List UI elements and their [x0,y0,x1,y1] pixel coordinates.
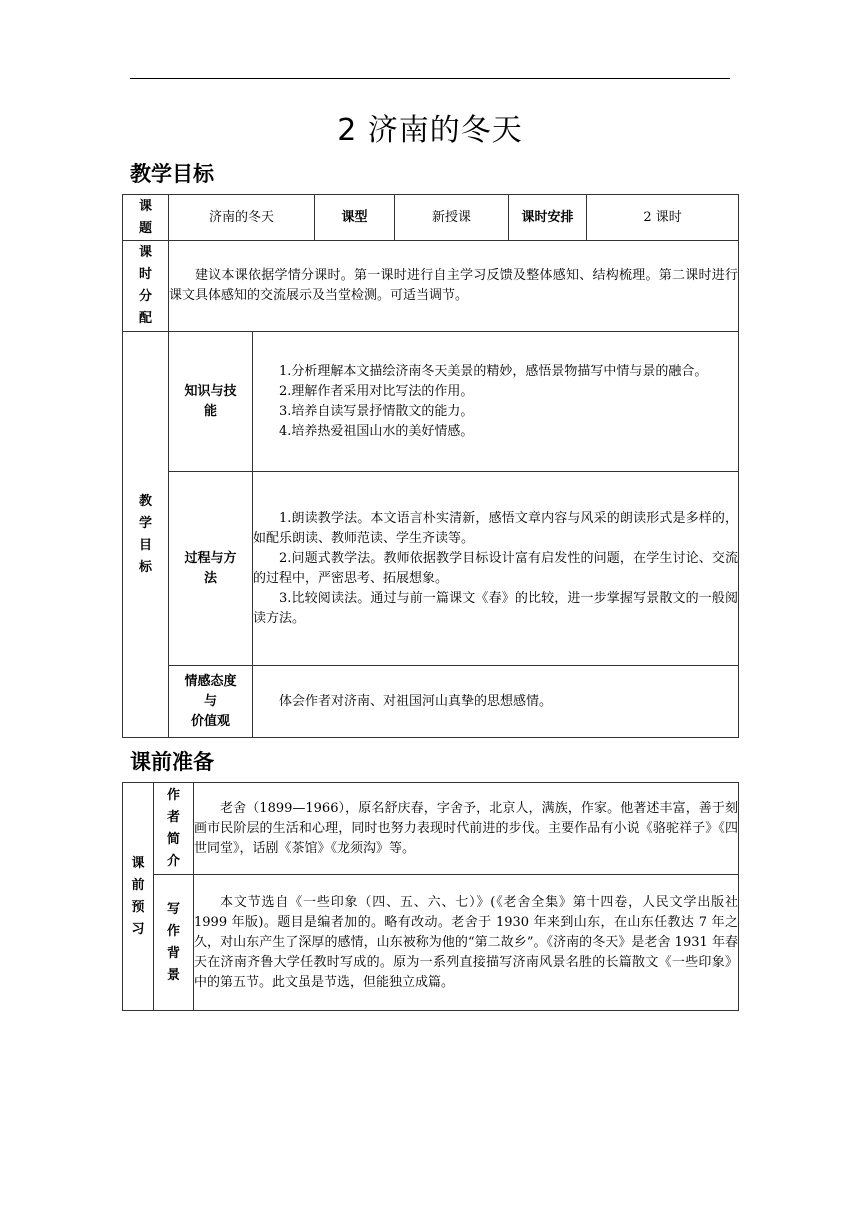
author-row [123,783,739,875]
time-allocation-row [123,241,739,332]
knowledge-text: 1.分析理解本文描绘济南冬天美景的精妙，感悟景物描写中情与景的融合。 2.理解作者采用对比写法的作用。 3.培养自读写景抒情散文的能力。 4.培养热爱祖国山水的美好情感。 [253,332,739,472]
prep-heading: 课前准备 [130,750,214,774]
lesson-title-value: 济南的冬天 [169,195,315,241]
author-text: 老舍（1899—1966），原名舒庆春，字舍予，北京人，满族，作家。他著述丰富，善于刻画市民阶层的生活和心理，同时也努力表现时代前进的步伐。主要作品有小说《骆驼祥子》《四世同堂》，话剧《茶馆》《龙须沟》等。 [194,783,739,875]
page-title: 2 济南的冬天 [337,113,523,148]
process-text: 1.朗读教学法。本文语言朴实清新，感悟文章内容与风采的朗读形式是多样的，如配乐朗读、教师范读、学生齐读等。 2.问题式教学法。教师依据教学目标设计富有启发性的问题，在学生讨论、交流的过程中，严密思考、拓展想象。 3.比较阅读法。通过与前一篇课文《春》的比较，进一步掌握写景散文的一般阅读方法。 [253,472,739,666]
time-allocation-text: 建议本课依据学情分课时。第一课时进行自主学习反馈及整体感知、结构梳理。第二课时进行课文具体感知的交流展示及当堂检测。可适当调节。 [169,241,739,332]
author-label: 作 者 简 介 [154,783,194,875]
lesson-info-row [123,195,739,241]
teaching-goals-label: 教 学 目 标 [123,332,169,738]
lesson-type-label: 课型 [315,195,395,241]
header-rule [130,78,730,79]
knowledge-row [123,332,739,472]
lesson-label: 课 题 [123,195,169,241]
emotion-row [123,666,739,738]
background-row [123,875,739,1011]
goals-table [122,194,739,738]
preview-label: 课 前 预 习 [123,783,154,1011]
lesson-type-value: 新授课 [395,195,509,241]
knowledge-label: 知识与技 能 [169,332,253,472]
schedule-label: 课时安排 [509,195,587,241]
emotion-label: 情感态度 与 价值观 [169,666,253,738]
goals-heading: 教学目标 [130,162,214,186]
time-allocation-label: 课 时 分 配 [123,241,169,332]
process-label: 过程与方 法 [169,472,253,666]
emotion-text: 体会作者对济南、对祖国河山真挚的思想感情。 [253,666,739,738]
schedule-value: 2 课时 [587,195,739,241]
process-row [123,472,739,666]
background-label: 写 作 背 景 [154,875,194,1011]
background-text: 本文节选自《一些印象（四、五、六、七）》(《老舍全集》第十四卷，人民文学出版社 1999 年版)。题目是编者加的。略有改动。老舍于 1930 年来到山东，在山东任教达 7 年之久，对山东产生了深厚的感情，山东被称为他的“第二故乡”。《济南的冬天》是老舍 1931 年春天在济南齐鲁大学任教时写成的。原为一系列直接描写济南风景名胜的长篇散文《一些印象》中的第五节。此文虽是节选，但能独立成篇。 [194,875,739,1011]
prep-table [122,782,739,1011]
